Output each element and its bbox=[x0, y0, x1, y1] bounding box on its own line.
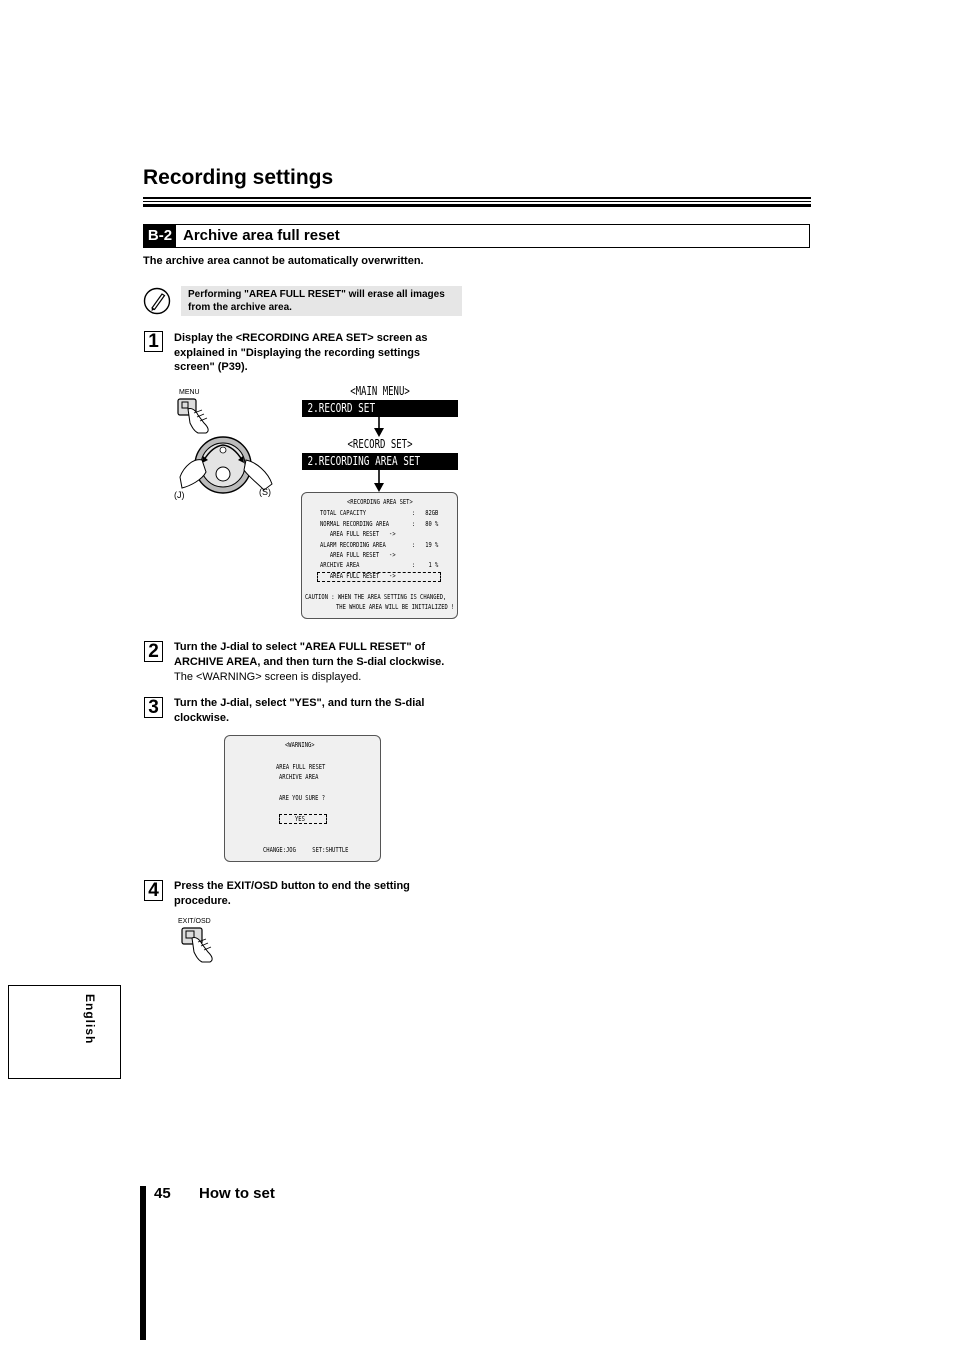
warning-question: ARE YOU SURE ? bbox=[279, 794, 326, 802]
screen-line: ALARM RECORDING AREA : 19 % bbox=[320, 541, 439, 549]
screen-line-selected: AREA FULL RESET -> bbox=[320, 572, 396, 580]
screen-header: <RECORDING AREA SET> bbox=[347, 498, 413, 506]
recording-area-set-menu-item-label: 2.RECORDING AREA SET bbox=[307, 454, 421, 468]
title-rule-thin bbox=[143, 197, 811, 199]
note-line-1: Performing "AREA FULL RESET" will erase all images bbox=[188, 289, 445, 300]
caution-line-2: THE WHOLE AREA WILL BE INITIALIZED ! bbox=[336, 603, 455, 611]
exit-osd-button-label: EXIT/OSD bbox=[178, 918, 211, 925]
step-2-line-1: Turn the J-dial to select "AREA FULL RESET" of bbox=[174, 641, 426, 653]
page-title: Recording settings bbox=[143, 166, 334, 189]
warning-line-2: ARCHIVE AREA bbox=[279, 773, 319, 781]
record-set-heading: <RECORD SET> bbox=[347, 437, 413, 451]
note-line-2: from the archive area. bbox=[188, 302, 292, 313]
step-2-line-2: ARCHIVE AREA, and then turn the S-dial clockwise. bbox=[174, 655, 445, 668]
screen-line: NORMAL RECORDING AREA : 80 % bbox=[320, 520, 439, 528]
title-rule-thick bbox=[143, 204, 811, 207]
note-pen-icon bbox=[143, 287, 171, 315]
recording-area-set-screen bbox=[301, 492, 458, 619]
arrow-down-icon bbox=[373, 417, 385, 437]
note-box bbox=[181, 286, 462, 316]
step-4-line-2: procedure. bbox=[174, 894, 231, 907]
step-4-number: 4 bbox=[144, 880, 163, 901]
section-header bbox=[143, 224, 810, 248]
language-label: English bbox=[83, 994, 97, 1045]
section-title: Archive area full reset bbox=[183, 227, 340, 244]
screen-line: TOTAL CAPACITY : 82GB bbox=[320, 509, 439, 517]
step-1-text bbox=[174, 331, 469, 375]
warning-header: <WARNING> bbox=[285, 741, 315, 749]
arrow-down-icon bbox=[373, 470, 385, 492]
caution-line-1: CAUTION : WHEN THE AREA SETTING IS CHANGED, bbox=[305, 593, 447, 601]
title-rule-mid bbox=[143, 201, 811, 202]
step-3-text bbox=[174, 696, 469, 725]
step-1-line-2: explained in "Displaying the recording settings bbox=[174, 346, 421, 359]
intro-text: The archive area cannot be automatically overwritten. bbox=[143, 255, 424, 267]
language-tab bbox=[8, 985, 121, 1079]
menu-button-label: MENU bbox=[179, 389, 200, 396]
s-dial-label: (S) bbox=[259, 487, 271, 497]
screen-line: ARCHIVE AREA : 1 % bbox=[320, 561, 439, 569]
exit-osd-button-press-icon bbox=[180, 926, 225, 964]
record-set-menu-item-label: 2.RECORD SET bbox=[307, 401, 376, 415]
warning-line-1: AREA FULL RESET bbox=[276, 763, 326, 771]
warning-screen bbox=[224, 735, 381, 862]
main-menu-heading: <MAIN MENU> bbox=[350, 384, 410, 398]
step-1-line-1: Display the <RECORDING AREA SET> screen as bbox=[174, 332, 428, 344]
screen-line: AREA FULL RESET -> bbox=[320, 530, 396, 538]
step-3-line-1: Turn the J-dial, select "YES", and turn the S-dial bbox=[174, 697, 425, 709]
warning-option-yes: YES bbox=[295, 815, 305, 823]
step-2-number: 2 bbox=[144, 641, 163, 662]
warning-footer: CHANGE:JOG SET:SHUTTLE bbox=[263, 846, 349, 854]
page-number: 45 bbox=[154, 1185, 171, 1202]
step-2-sub: The <WARNING> screen is displayed. bbox=[174, 671, 362, 683]
footer-section-title: How to set bbox=[199, 1185, 275, 1202]
step-2-text bbox=[174, 640, 469, 669]
step-4-line-1: Press the EXIT/OSD button to end the setting bbox=[174, 880, 410, 892]
step-1-number: 1 bbox=[144, 331, 163, 352]
yes-selection-cursor bbox=[279, 814, 327, 824]
record-set-menu-item bbox=[302, 400, 458, 417]
step-3-line-2: clockwise. bbox=[174, 711, 230, 724]
screen-line: AREA FULL RESET -> bbox=[320, 551, 396, 559]
menu-button-press-icon bbox=[176, 397, 221, 435]
selection-cursor bbox=[317, 572, 441, 582]
step-3-number: 3 bbox=[144, 697, 163, 718]
step-1-line-3: screen" (P39). bbox=[174, 361, 248, 373]
j-dial-label: (J) bbox=[174, 490, 185, 500]
footer-bar bbox=[140, 1186, 146, 1340]
step-4-text bbox=[174, 879, 469, 908]
recording-area-set-menu-item bbox=[302, 453, 458, 470]
section-tag: B-2 bbox=[144, 225, 176, 247]
